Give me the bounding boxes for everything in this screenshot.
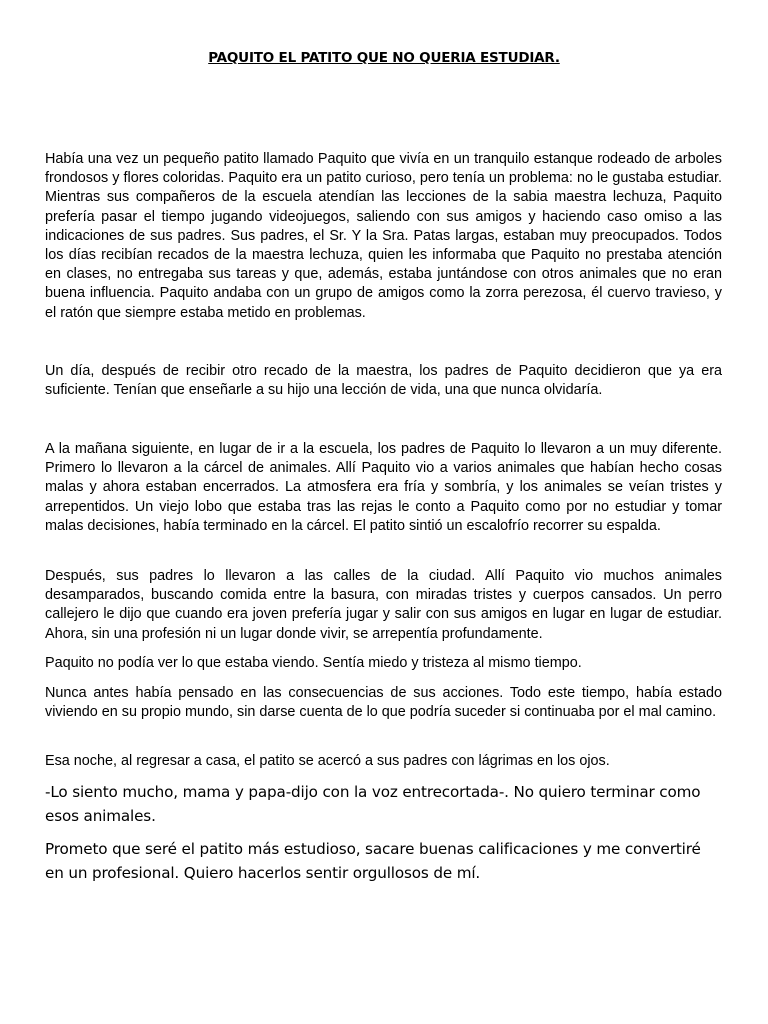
paragraph-4: Después, sus padres lo llevaron a las calles de la ciudad. Allí Paquito vio muchos animales desamparados, buscando comida entre la basura, con miradas tristes y cuerpos cansados. Un perro callejero le dijo que cuando era joven prefería jugar y salir con sus amigos en lugar en lugar de estudiar. Ahora, sin una profesión ni un lugar donde vivir, se arrepentía profundamente. <box>45 568 722 642</box>
paragraph-1: Había una vez un pequeño patito llamado Paquito que vivía en un tranquilo estanque rodeado de arboles frondosos y flores coloridas. Paquito era un patito curioso, pero tenía un problema: no le gustaba estudiar. Mientras sus compañeros de la escuela atendían las lecciones de la sabia maestra lechuza, Paquito prefería pasar el tiempo jugando videojuegos, saliendo con sus amigos y haciendo caso omiso a las indicaciones de sus padres. Sus padres, el Sr. Y la Sra. Patas largas, estaban muy preocupados. Todos los días recibían recados de la maestra lechuza, quien les informaba que Paquito no prestaba atención en clases, no entregaba sus tareas y que, además, estaba juntándose con otros animales que no eran buena influencia. Paquito andaba con un grupo de amigos como la zorra perezosa, él cuervo travieso, y el ratón que siempre estaba metido en problemas. <box>45 151 722 321</box>
paragraph-5: Paquito no podía ver lo que estaba viendo. Sentía miedo y tristeza al mismo tiempo. <box>45 655 582 671</box>
paragraph-7: Esa noche, al regresar a casa, el patito se acercó a sus padres con lágrimas en los ojos. <box>45 753 610 769</box>
document-title: PAQUITO EL PATITO QUE NO QUERIA ESTUDIAR. <box>208 50 560 66</box>
paragraph-2: Un día, después de recibir otro recado de la maestra, los padres de Paquito decidieron que ya era suficiente. Tenían que enseñarle a su hijo una lección de vida, una que nunca olvidaría. <box>45 363 722 399</box>
paragraph-3: A la mañana siguiente, en lugar de ir a la escuela, los padres de Paquito lo llevaron a un muy diferente. Primero lo llevaron a la cárcel de animales. Allí Paquito vio a varios animales que habían hecho cosas malas y ahora estaban encerrados. La atmosfera era fría y sombría, y los animales se veían tristes y arrepentidos. Un viejo lobo que estaba tras las rejas le conto a Paquito como por no estudiar y tomar malas decisiones, había terminado en la cárcel. El patito sintió un escalofrío recorrer su espalda. <box>45 441 722 534</box>
paragraph-6: Nunca antes había pensado en las consecuencias de sus acciones. Todo este tiempo, había estado viviendo en su propio mundo, sin darse cuenta de lo que podría suceder si continuaba por el mal camino. <box>45 685 722 721</box>
paragraph-9: Prometo que seré el patito más estudioso, sacare buenas calificaciones y me convertiré en un profesional. Quiero hacerlos sentir orgullosos de mí. <box>45 840 701 882</box>
paragraph-8: -Lo siento mucho, mama y papa-dijo con la voz entrecortada-. No quiero terminar como esos animales. <box>45 783 701 825</box>
